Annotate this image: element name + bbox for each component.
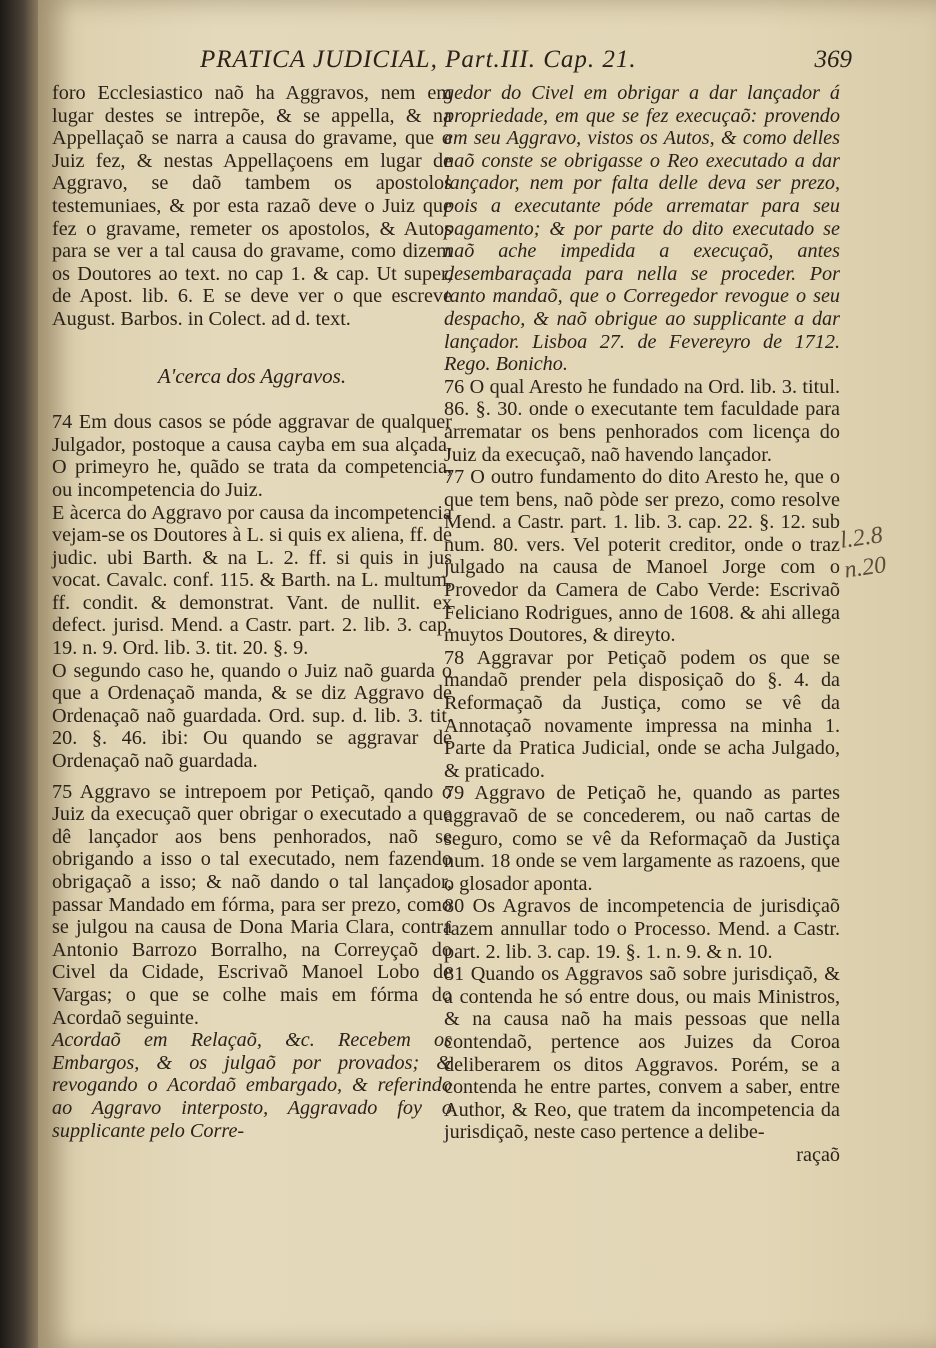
- book-gutter: [0, 0, 38, 1348]
- left-column: [52, 82, 452, 1142]
- paragraph-80: 80 Os Agravos de incompetencia de jurisdiçaõ fazem annullar todo o Processo. Mend. a Castr. part. 2. lib. 3. cap. 19. §. 1. n. 9. & n. 10.: [444, 895, 840, 963]
- paragraph-74-segundo-caso: O segundo caso he, quando o Juiz naõ guarda o que a Ordenaçaõ manda, & se diz Aggravo de Ordenaçaõ naõ guardada. Ord. sup. d. lib. 3. tit. 20. §. 46. ibi: Ou quando se aggravar de Ordenaçaõ naõ guardada.: [52, 659, 452, 773]
- right-column: [444, 82, 840, 1167]
- catchword: raçaõ: [796, 1143, 840, 1166]
- acordao-quote-continued: gedor do Civel em obrigar a dar lançador á propriedade, em que se fez execuçaõ: provendo em seu Aggravo, vistos os Autos, & como delles naõ conste se obrigasse o Reo executado a dar lançador, nem por falta delle deva ser prezo, pois a executante póde arrematar para seu pagamento; & por parte do dito executado se naõ ache impedida a execuçaõ, antes desembaraçada para nella se proceder. Por tanto mandaõ, que o Corregedor revogue o seu despacho, & naõ obrigue ao supplicante a dar lançador. Lisboa 27. de Fevereyro de 1712. Rego. Bonicho.: [444, 82, 840, 376]
- running-title: PRATICA JUDICIAL, Part.III. Cap. 21.: [200, 46, 637, 73]
- paragraph-75: 75 Aggravo se intrepoem por Petiçaõ, qando o Juiz da execuçaõ quer obrigar o executado a que dê lançador aos bens penhorados, naõ se obrigando a isso o tal executado, nem fazendo obrigaçaõ a isso; & naõ dando o tal lançador, passar Mandado em fórma, para ser prezo, como se julgou na causa de Dona Maria Clara, contra Antonio Barrozo Borralho, na Correyçaõ do Civel da Cidade, Escrivaõ Manoel Lobo de Vargas; o que se colhe mais em fórma do Acordaõ seguinte.: [52, 780, 452, 1029]
- acordao-quote: Acordaõ em Relaçaõ, &c. Recebem os Embargos, & os julgaõ por provados; & revogando o Acordaõ embargado, & referindo ao Aggravo interposto, Aggravado foy o supplicante pelo Corre-: [52, 1029, 452, 1142]
- paragraph-78: 78 Aggravar por Petiçaõ podem os que se mandaõ prender pela disposiçaõ do §. 4. da Reformaçaõ da Justiça, como se vê da Annotaçaõ novamente impressa na minha 1. Parte da Pratica Judicial, onde se acha Julgado, & praticado.: [444, 646, 840, 782]
- paragraph-79: 79 Aggravo de Petiçaõ he, quando as partes aggravaõ de se concederem, ou naõ cartas de seguro, como se vê da Reformaçaõ da Justiça num. 18 onde se vem largamente as razoens, que o glosador aponta.: [444, 782, 840, 895]
- page-number: 369: [814, 46, 852, 73]
- paragraph-81: 81 Quando os Aggravos saõ sobre jurisdiçaõ, & a contenda he só entre dous, ou mais Ministros, & na causa naõ ha mais pessoas que nella contendaõ, pertence aos Juizes da Coroa deliberarem os ditos Aggravos. Porém, se a contenda he entre partes, convem a saber, entre Author, & Reo, que tratem da incompetencia da jurisdiçaõ, neste caso pertence a delibe-: [444, 963, 840, 1144]
- paragraph-76: 76 O qual Aresto he fundado na Ord. lib. 3. titul. 86. §. 30. onde o executante tem faculdade para arrematar os bens penhorados com licença do Juiz da execuçaõ, naõ havendo lançador.: [444, 375, 840, 466]
- paragraph-intro: foro Ecclesiastico naõ ha Aggravos, nem em lugar destes se intrepõe, & se appella, & na Appellaçaõ se narra a causa do gravame, que o Juiz fez, & nestas Appellaçoens em lugar de Aggravo, se daõ tambem os apostolos testemuniaes, & por esta razaõ deve o Juiz que fez o gravame, remeter os apostolos, & Autos para se ver a tal causa do gravame, como dizem os Doutores ao text. no cap 1. & cap. Ut super, de Apost. lib. 6. E se deve ver o que escreve August. Barbos. in Colect. ad d. text.: [52, 82, 452, 330]
- section-heading: A'cerca dos Aggravos.: [157, 363, 347, 388]
- paragraph-74: 74 Em dous casos se póde aggravar de qualquer Julgador, postoque a causa cayba em sua alçada. O primeyro he, quãdo se trata da competencia, ou incompetencia do Juiz.: [52, 411, 452, 501]
- paragraph-74-incompetencia: E àcerca do Aggravo por causa da incompetencia vejam-se os Doutores à L. si quis ex aliena, ff. de judic. ubi Barth. & na L. 2. ff. si quis in jus vocat. Cavalc. conf. 115. & Barth. na L. multum, ff. condit. & demonstrat. Vant. de nullit. ex defect. jurisd. Mend. a Castr. part. 2. lib. 3. cap. 19. n. 9. Ord. lib. 3. tit. 20. §. 9.: [52, 501, 452, 660]
- paragraph-77: 77 O outro fundamento do dito Aresto he, que o que tem bens, naõ pòde ser prezo, como resolve Mend. a Castr. part. 1. lib. 3. cap. 22. §. 12. sub num. 80. vers. Vel poterit creditor, onde o traz julgado na causa de Manoel Jorge com o Provedor da Camera de Cabo Verde: Escrivaõ Feliciano Rodrigues, anno de 1608. & ahi allega muytos Doutores, & direyto.: [444, 466, 840, 647]
- handwritten-margin-note: l.2.8 n.20: [838, 522, 888, 584]
